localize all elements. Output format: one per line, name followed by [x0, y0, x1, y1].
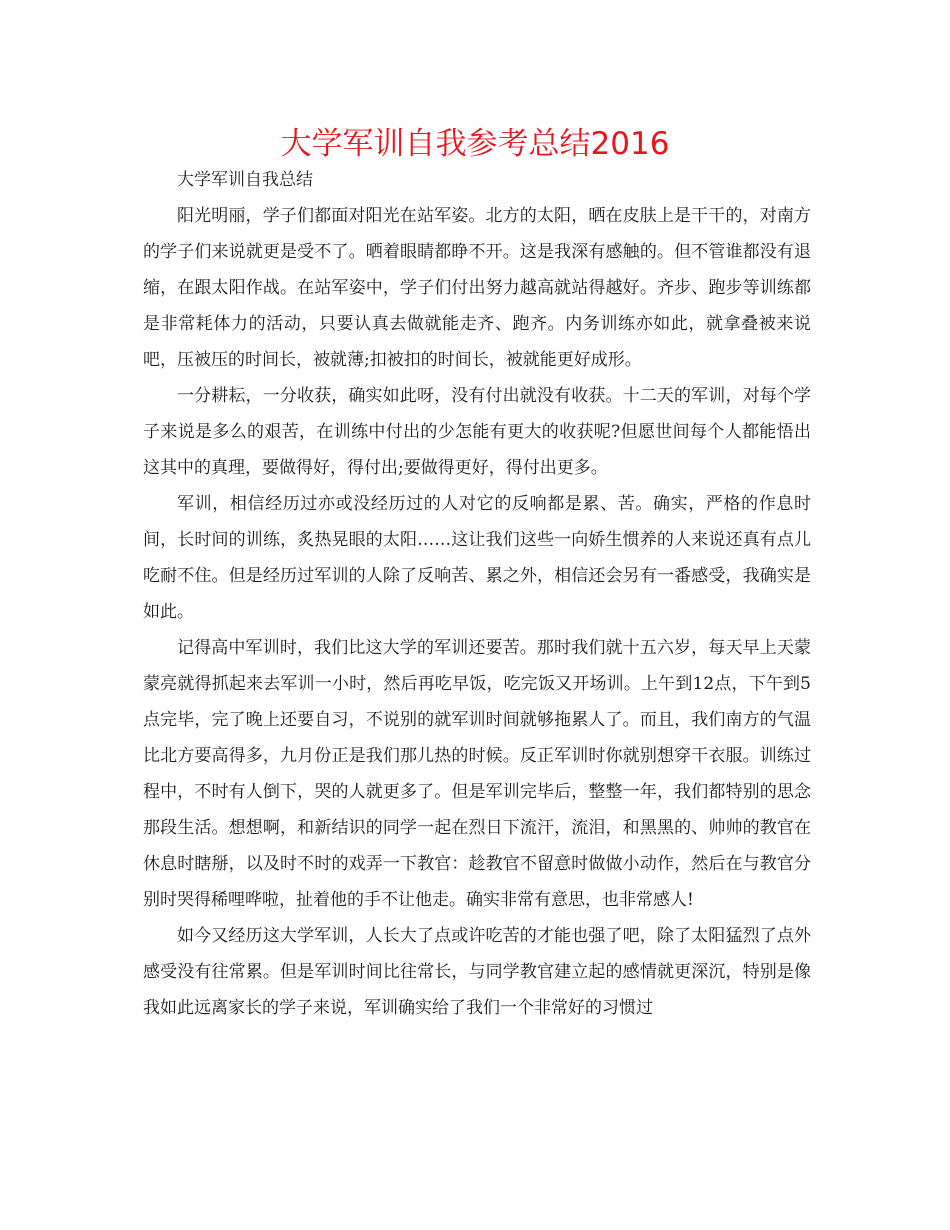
paragraph: 记得高中军训时，我们比这大学的军训还要苦。那时我们就十五六岁，每天早上天蒙蒙亮就得抓起来去军训一小时，然后再吃早饭，吃完饭又开场训。上午到12点，下午到5点完毕，完了晚上还要自习，不说别的就军训时间就够拖累人了。而且，我们南方的气温比北方要高得多，九月份正是我们那儿热的时候。反正军训时你就别想穿干衣服。训练过程中，不时有人倒下，哭的人就更多了。但是军训完毕后，整整一年，我们都特别的思念那段生活。想想啊，和新结识的同学一起在烈日下流汗，流泪，和黑黑的、帅帅的教官在休息时瞎掰，以及时不时的戏弄一下教官：趁教官不留意时做做小动作，然后在与教官分别时哭得稀哩哗啦，扯着他的手不让他走。确实非常有意思，也非常感人!: [143, 638, 811, 910]
document-subtitle: 大学军训自我总结: [177, 170, 313, 190]
document-title: 大学军训自我参考总结2016: [280, 126, 670, 162]
document-body: [143, 162, 811, 1026]
paragraph: 阳光明丽，学子们都面对阳光在站军姿。北方的太阳，晒在皮肤上是干干的，对南方的学子们来说就更是受不了。晒着眼睛都睁不开。这是我深有感触的。但不管谁都没有退缩，在跟太阳作战。在站军姿中，学子们付出努力越高就站得越好。齐步、跑步等训练都是非常耗体力的活动，只要认真去做就能走齐、跑齐。内务训练亦如此，就拿叠被来说吧，压被压的时间长，被就薄;扣被扣的时间长，被就能更好成形。: [143, 206, 811, 370]
paragraph: 一分耕耘，一分收获，确实如此呀，没有付出就没有收获。十二天的军训，对每个学子来说是多么的艰苦，在训练中付出的少怎能有更大的收获呢?但愿世间每个人都能悟出这其中的真理，要做得好，得付出;要做得更好，得付出更多。: [143, 386, 811, 478]
paragraph: 如今又经历这大学军训，人长大了点或许吃苦的才能也强了吧，除了太阳猛烈了点外感受没有往常累。但是军训时间比往常长，与同学教官建立起的感情就更深沉，特别是像我如此远离家长的学子来说，军训确实给了我们一个非常好的习惯过: [143, 926, 811, 1018]
paragraph: 军训，相信经历过亦或没经历过的人对它的反响都是累、苦。确实，严格的作息时间，长时间的训练，炙热晃眼的太阳……这让我们这些一向娇生惯养的人来说还真有点儿吃耐不住。但是经历过军训的人除了反响苦、累之外，相信还会另有一番感受，我确实是如此。: [143, 494, 811, 622]
